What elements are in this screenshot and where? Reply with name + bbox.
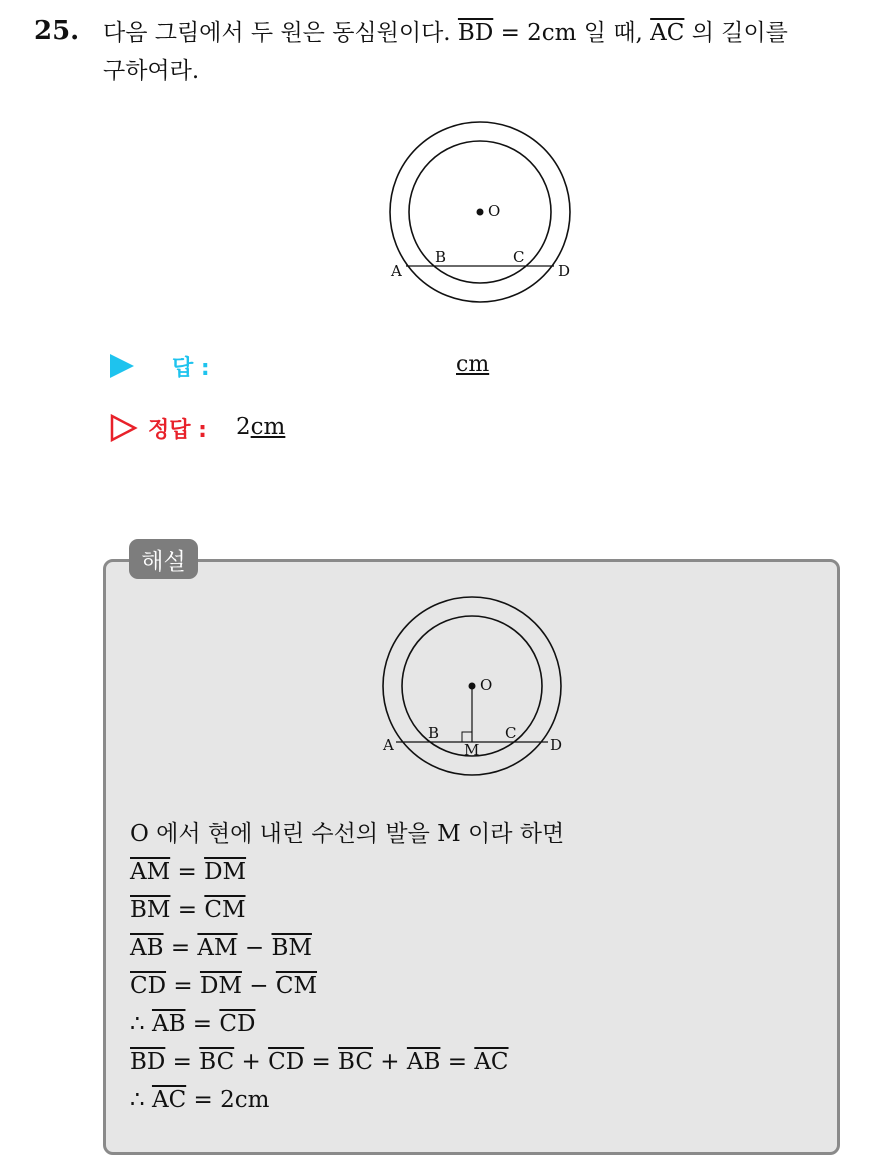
label-b: B <box>435 248 447 266</box>
op: = <box>166 973 200 999</box>
question-line-1 <box>103 17 788 49</box>
question-tail: 의 길이를 <box>684 20 788 46</box>
seg: $\overline{CM}$ <box>275 973 318 999</box>
solution-line-1 <box>130 853 246 891</box>
seg: $\overline{CD}$ <box>268 1049 305 1075</box>
seg: $\overline{BM}$ <box>271 935 312 961</box>
op: = <box>304 1049 339 1075</box>
therefore-symbol: ∴ <box>130 1011 152 1037</box>
seg: $\overline{CD}$ <box>130 973 167 999</box>
solution-intro: O 에서 현에 내린 수선의 발을 M 이라 하면 <box>130 821 565 847</box>
therefore-symbol: ∴ <box>130 1087 152 1113</box>
solution-label-o: O <box>480 676 493 694</box>
solution-final <box>130 1081 269 1119</box>
label-d: D <box>558 262 571 280</box>
solution-label-a: A <box>383 736 394 754</box>
seg: $\overline{AC}$ <box>151 1087 187 1113</box>
segment-ac: $\overline{AC}$ <box>650 20 685 46</box>
solution-figure <box>375 595 575 785</box>
answer-unit: cm <box>456 352 490 377</box>
concentric-circles-figure <box>380 115 590 315</box>
answer-label: 답 : <box>172 356 210 381</box>
op: = <box>163 935 198 961</box>
label-a: A <box>391 262 402 280</box>
op: = <box>440 1049 475 1075</box>
question-number: 25. <box>34 16 80 46</box>
op: = <box>170 897 205 923</box>
seg: $\overline{AB}$ <box>151 1011 186 1037</box>
label-o: O <box>488 202 501 220</box>
question-text: 다음 그림에서 두 원은 동심원이다. <box>103 20 451 46</box>
op: = <box>165 1049 200 1075</box>
solution-therefore-1 <box>130 1005 255 1043</box>
solution-label-c: C <box>505 724 517 742</box>
solution-chain <box>130 1043 509 1081</box>
label-c: C <box>513 248 525 266</box>
seg: $\overline{AB}$ <box>130 935 164 961</box>
seg: $\overline{AC}$ <box>474 1049 509 1075</box>
op: + <box>372 1049 407 1075</box>
seg: $\overline{DM}$ <box>204 859 247 885</box>
op: − <box>237 935 272 961</box>
correct-label: 정답 : <box>148 418 207 443</box>
solution-label-m: M <box>464 741 480 759</box>
solution-line-4 <box>130 967 317 1005</box>
seg: $\overline{BD}$ <box>130 1049 166 1075</box>
correct-number: 2 <box>236 414 251 440</box>
correct-unit: cm <box>250 414 286 440</box>
seg: $\overline{DM}$ <box>199 973 242 999</box>
correct-value <box>236 414 285 440</box>
final-value: = 2cm <box>186 1087 270 1113</box>
seg: $\overline{AM}$ <box>130 859 171 885</box>
seg: $\overline{BM}$ <box>130 897 171 923</box>
seg: $\overline{AM}$ <box>197 935 238 961</box>
op: − <box>241 973 276 999</box>
seg: $\overline{CD}$ <box>219 1011 256 1037</box>
question-line-2: 구하여라. <box>103 58 200 84</box>
solution-line-2 <box>130 891 246 929</box>
solution-label-d: D <box>550 736 563 754</box>
segment-bd: $\overline{BD}$ <box>457 20 494 46</box>
center-point <box>477 209 484 216</box>
answer-triangle-icon <box>110 354 134 378</box>
seg: $\overline{AB}$ <box>406 1049 441 1075</box>
seg: $\overline{BC}$ <box>199 1049 235 1075</box>
op: = <box>170 859 205 885</box>
op: + <box>234 1049 269 1075</box>
solution-center-point <box>469 683 476 690</box>
question-equation: = 2cm 일 때, <box>493 20 651 46</box>
seg: $\overline{BC}$ <box>338 1049 373 1075</box>
op: = <box>185 1011 220 1037</box>
solution-label-b: B <box>428 724 440 742</box>
solution-badge: 해설 <box>129 539 198 579</box>
solution-line-3 <box>130 929 312 967</box>
seg: $\overline{CM}$ <box>204 897 246 923</box>
correct-triangle-icon <box>110 414 138 442</box>
